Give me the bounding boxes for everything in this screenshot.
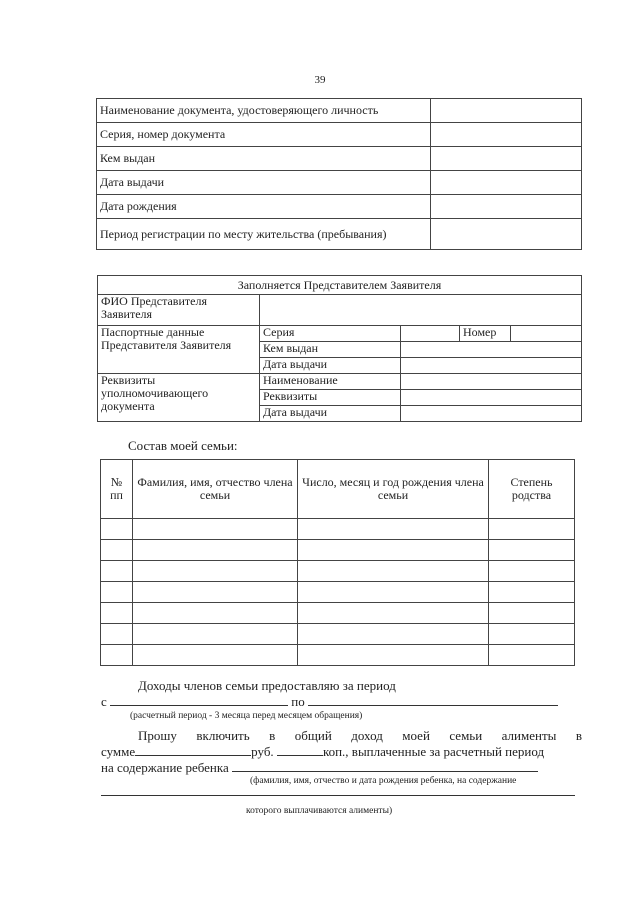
family-col-birthdate: Число, месяц и год рождения члена семьи — [298, 460, 489, 519]
identity-row-label: Кем выдан — [97, 147, 431, 171]
representative-header: Заполняется Представителем Заявителя — [98, 276, 582, 295]
rep-fio-field[interactable] — [260, 295, 582, 326]
rep-number-field[interactable] — [511, 326, 582, 342]
family-col-relation: Степень родства — [489, 460, 575, 519]
table-row[interactable] — [101, 645, 575, 666]
from-label: с — [101, 694, 107, 709]
period-from-field[interactable] — [110, 694, 288, 706]
identity-row-label: Серия, номер документа — [97, 123, 431, 147]
identity-table — [96, 98, 582, 250]
rep-issue-date-label: Дата выдачи — [260, 358, 401, 374]
child-note-1: (фамилия, имя, отчество и дата рождения ребенка, на содержание — [250, 776, 517, 786]
child-note-2: которого выплачиваются алименты) — [246, 806, 393, 816]
identity-value-field[interactable] — [431, 219, 582, 250]
identity-row-label: Период регистрации по месту жительства (пребывания) — [97, 219, 431, 250]
rep-doc-name-field[interactable] — [401, 374, 582, 390]
identity-value-field[interactable] — [431, 171, 582, 195]
kop-label: коп., выплаченные за расчетный период — [322, 744, 545, 759]
family-col-name: Фамилия, имя, отчество члена семьи — [133, 460, 298, 519]
rep-doc-requisites-label: Реквизиты — [260, 390, 401, 406]
rep-issued-by-field[interactable] — [401, 342, 582, 358]
rep-issue-date-field[interactable] — [401, 358, 582, 374]
table-row[interactable] — [101, 540, 575, 561]
family-table — [100, 459, 575, 666]
rep-issued-by-label: Кем выдан — [260, 342, 401, 358]
child-field[interactable] — [232, 760, 538, 772]
rub-field[interactable] — [135, 744, 251, 756]
kop-field[interactable] — [277, 744, 323, 756]
to-label: по — [291, 694, 305, 709]
child-line — [101, 760, 538, 775]
period-to-field[interactable] — [308, 694, 558, 706]
table-row[interactable] — [101, 582, 575, 603]
identity-value-field[interactable] — [431, 123, 582, 147]
child-label: на содержание ребенка — [101, 760, 229, 775]
identity-row-label: Дата рождения — [97, 195, 431, 219]
family-section-title: Состав моей семьи: — [128, 438, 238, 453]
table-row[interactable] — [101, 603, 575, 624]
representative-table — [97, 275, 582, 422]
identity-row-label: Наименование документа, удостоверяющего личность — [97, 99, 431, 123]
table-row[interactable] — [101, 561, 575, 582]
rub-label: руб. — [251, 744, 274, 759]
period-line — [101, 694, 582, 709]
alimony-request-text: Прошу включить в общий доход моей семьи алименты в — [138, 728, 582, 743]
income-period-text: Доходы членов семьи предоставляю за период — [138, 678, 396, 693]
identity-value-field[interactable] — [431, 99, 582, 123]
rep-fio-label: ФИО Представителя Заявителя — [98, 295, 260, 326]
rep-passport-label: Паспортные данные Представителя Заявителя — [98, 326, 260, 374]
child-continuation-field[interactable] — [101, 795, 575, 796]
rep-doc-name-label: Наименование — [260, 374, 401, 390]
identity-row-label: Дата выдачи — [97, 171, 431, 195]
sum-label: сумме — [101, 744, 136, 759]
rep-doc-date-field[interactable] — [401, 406, 582, 422]
page-number: 39 — [314, 74, 326, 86]
rep-requisites-label: Реквизиты уполномочивающего документа — [98, 374, 260, 422]
identity-value-field[interactable] — [431, 147, 582, 171]
rep-series-field[interactable] — [401, 326, 460, 342]
rep-number-label: Номер — [460, 326, 511, 342]
period-note: (расчетный период - 3 месяца перед месяцем обращения) — [130, 711, 363, 721]
rep-series-label: Серия — [260, 326, 401, 342]
family-col-number: № пп — [101, 460, 133, 519]
rep-doc-date-label: Дата выдачи — [260, 406, 401, 422]
table-row[interactable] — [101, 519, 575, 540]
identity-value-field[interactable] — [431, 195, 582, 219]
sum-line — [101, 744, 582, 759]
table-row[interactable] — [101, 624, 575, 645]
rep-doc-requisites-field[interactable] — [401, 390, 582, 406]
